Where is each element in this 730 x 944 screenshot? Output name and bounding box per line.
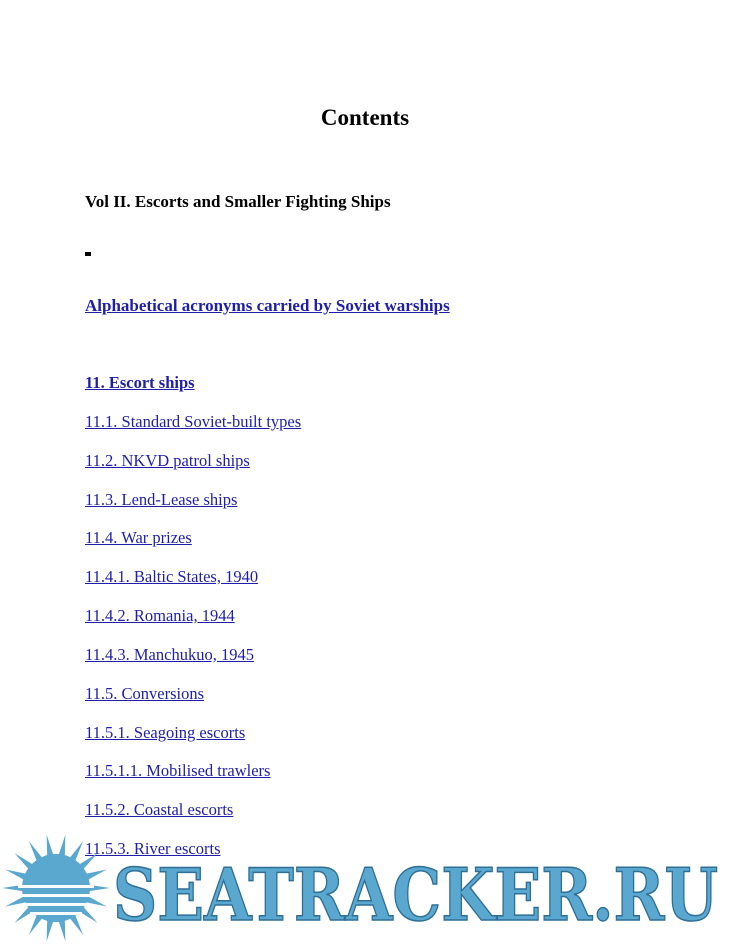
toc-link-11-5-1-1[interactable]: 11.5.1.1. Mobilised trawlers bbox=[85, 761, 271, 780]
bullet-marker bbox=[85, 252, 91, 256]
toc-link-11-4-1[interactable]: 11.4.1. Baltic States, 1940 bbox=[85, 567, 259, 586]
toc-link-acronyms[interactable]: Alphabetical acronyms carried by Soviet warships bbox=[85, 296, 450, 315]
toc-link-11-1[interactable]: 11.1. Standard Soviet-built types bbox=[85, 412, 302, 431]
sun-over-water-logo-icon bbox=[2, 835, 110, 941]
toc-link-11-4-3[interactable]: 11.4.3. Manchukuo, 1945 bbox=[85, 645, 254, 664]
seatracker-watermark bbox=[0, 832, 730, 944]
toc-link-11-4[interactable]: 11.4. War prizes bbox=[85, 528, 192, 547]
toc-link-11-3[interactable]: 11.3. Lend-Lease ships bbox=[85, 490, 238, 509]
toc-link-11-4-2[interactable]: 11.4.2. Romania, 1944 bbox=[85, 606, 235, 625]
toc-link-11-5-3[interactable]: 11.5.3. River escorts bbox=[85, 839, 221, 858]
toc-link-11-5[interactable]: 11.5. Conversions bbox=[85, 684, 205, 703]
toc-link-escort-ships[interactable]: 11. Escort ships bbox=[85, 373, 195, 392]
volume-heading: Vol II. Escorts and Smaller Fighting Ships bbox=[85, 192, 391, 211]
toc-link-11-5-2[interactable]: 11.5.2. Coastal escorts bbox=[85, 800, 234, 819]
watermark-text: SEATRACKER.RU bbox=[113, 852, 718, 937]
toc-link-11-5-1[interactable]: 11.5.1. Seagoing escorts bbox=[85, 723, 246, 742]
toc-link-11-2[interactable]: 11.2. NKVD patrol ships bbox=[85, 451, 250, 470]
page-title: Contents bbox=[320, 105, 410, 130]
